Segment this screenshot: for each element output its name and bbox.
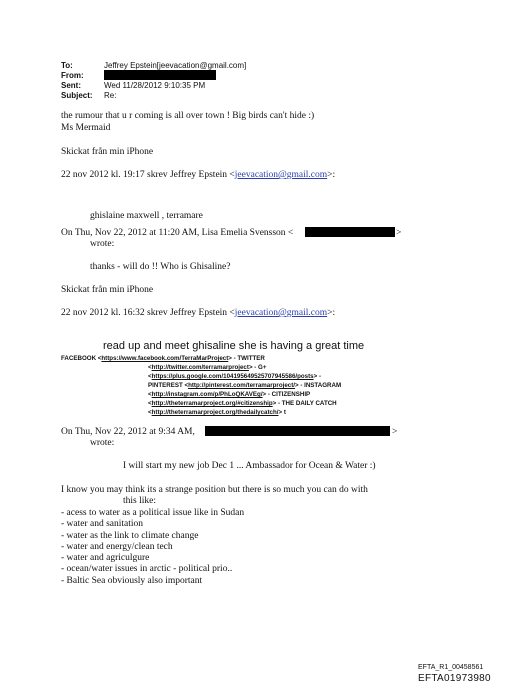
promo-l5-c: > - CITIZENSHIP xyxy=(262,391,311,398)
promo-l3-a: < xyxy=(148,373,152,380)
promo-line-dailycatch xyxy=(148,409,286,416)
msg1-quote-header xyxy=(61,170,335,180)
redaction-from xyxy=(104,70,216,80)
msg3-quote2-header xyxy=(61,308,335,318)
promo-line-googleplus xyxy=(148,373,321,380)
msg4-text: I will start my new job Dec 1 ... Ambassador for Ocean & Water :) xyxy=(123,461,376,471)
promo-l7-c: > t xyxy=(278,409,286,416)
msg1-quote-suffix: >: xyxy=(327,170,336,180)
list-item: - water and agriculgure xyxy=(61,553,150,564)
msg3-quote2-email-link[interactable]: jeevacation@gmail.com xyxy=(234,308,328,318)
msg3-wrote: wrote: xyxy=(90,239,115,249)
footer-ref-2: EFTA01973980 xyxy=(418,673,491,684)
promo-line-instagram xyxy=(148,391,310,398)
msg3-quote-header: On Thu, Nov 22, 2012 at 11:20 AM, Lisa Emelia Svensson < xyxy=(61,228,294,238)
twitter-link[interactable]: http://twitter.com/terramarproject xyxy=(151,364,249,371)
msg1-quote-email-link[interactable]: jeevacation@gmail.com xyxy=(234,170,328,180)
promo-line-pinterest xyxy=(148,382,341,389)
msg3-quote-end: > xyxy=(396,228,402,238)
citizenship-link[interactable]: http://theterramarproject.org/#citizenship xyxy=(151,400,273,407)
subject-label: Subject: xyxy=(61,91,93,100)
msg3-quote2-suffix: >: xyxy=(327,308,336,318)
promo-l2-a: < xyxy=(148,364,152,371)
msg1-sent-from: Skickat från min iPhone xyxy=(61,147,154,157)
subject-value: Re: xyxy=(104,91,117,100)
msg3-text: thanks - will do !! Who is Ghisaline? xyxy=(90,262,231,272)
list-item: - water and energy/clean tech xyxy=(61,541,173,552)
msg1-line1: the rumour that u r coming is all over town ! Big birds can't hide :) xyxy=(61,111,315,121)
msg4-paragraph: I know you may think its a strange position but there is so much you can do with xyxy=(61,485,368,495)
promo-line-twitter xyxy=(148,364,266,371)
promo-l4-c: > - INSTAGRAM xyxy=(295,382,342,389)
promo-l3-c: > - xyxy=(313,373,322,380)
msg2-text: ghislaine maxwell , terramare xyxy=(90,211,203,221)
to-value: Jeffrey Epstein[jeevacation@gmail.com] xyxy=(104,61,247,70)
list-item: - Baltic Sea obviously also important xyxy=(61,575,203,586)
footer-ref-1: EFTA_R1_00458561 xyxy=(418,664,484,671)
to-label: To: xyxy=(61,61,73,70)
promo-l7-a: < xyxy=(148,409,152,416)
from-label: From: xyxy=(61,71,84,80)
msg1-quote-prefix: 22 nov 2012 kl. 19:17 skrev Jeffrey Epstein < xyxy=(61,170,235,180)
facebook-link[interactable]: https://www.facebook.com/TerraMarProject xyxy=(101,355,229,362)
promo-l5-a: < xyxy=(148,391,152,398)
promo-line-facebook xyxy=(61,355,265,362)
sent-label: Sent: xyxy=(61,81,81,90)
msg3-sent-from: Skickat från min iPhone xyxy=(61,285,154,295)
msg1-signature: Ms Mermaid xyxy=(61,123,111,133)
msg4-quote-header: On Thu, Nov 22, 2012 at 9:34 AM, xyxy=(61,427,195,437)
promo-l2-c: > - G+ xyxy=(248,364,267,371)
msg4-quote-end: > xyxy=(392,427,398,437)
pinterest-link[interactable]: http://pinterest.com/terramarproject/ xyxy=(188,382,295,389)
promo-l4-a: PINTEREST < xyxy=(148,382,189,389)
promo-l6-a: < xyxy=(148,400,152,407)
msg3-quote2-prefix: 22 nov 2012 kl. 16:32 skrev Jeffrey Epstein < xyxy=(61,308,235,318)
promo-l1-a: FACEBOOK < xyxy=(61,355,102,362)
promo-l6-c: > - THE DAILY CATCH xyxy=(272,400,337,407)
list-item: - water and sanitation xyxy=(61,519,144,530)
msg4-paragraph-cont: this like: xyxy=(123,496,156,506)
sent-value: Wed 11/28/2012 9:10:35 PM xyxy=(104,81,206,90)
redaction-email-1 xyxy=(305,227,395,237)
list-item: - ocean/water issues in arctic - political prio.. xyxy=(61,564,233,575)
promo-l1-c: > - TWITTER xyxy=(228,355,265,362)
list-item: - water as the link to climate change xyxy=(61,530,199,541)
msg4-bullet-list xyxy=(61,508,244,587)
list-item: - acess to water as a political issue like in Sudan xyxy=(61,508,245,518)
promo-line-citizenship xyxy=(148,400,337,407)
instagram-link[interactable]: http://instagram.com/p/PhLoQKAVEg/ xyxy=(151,391,263,398)
redaction-email-2 xyxy=(205,426,390,436)
dailycatch-link[interactable]: http://theterramarproject.org/thedailycatch/ xyxy=(151,409,279,416)
msg4-wrote: wrote: xyxy=(90,438,115,448)
googleplus-link[interactable]: https://plus.google.com/104195649525707945586/posts xyxy=(151,373,314,380)
promo-headline: read up and meet ghisaline she is having a great time xyxy=(103,340,365,352)
